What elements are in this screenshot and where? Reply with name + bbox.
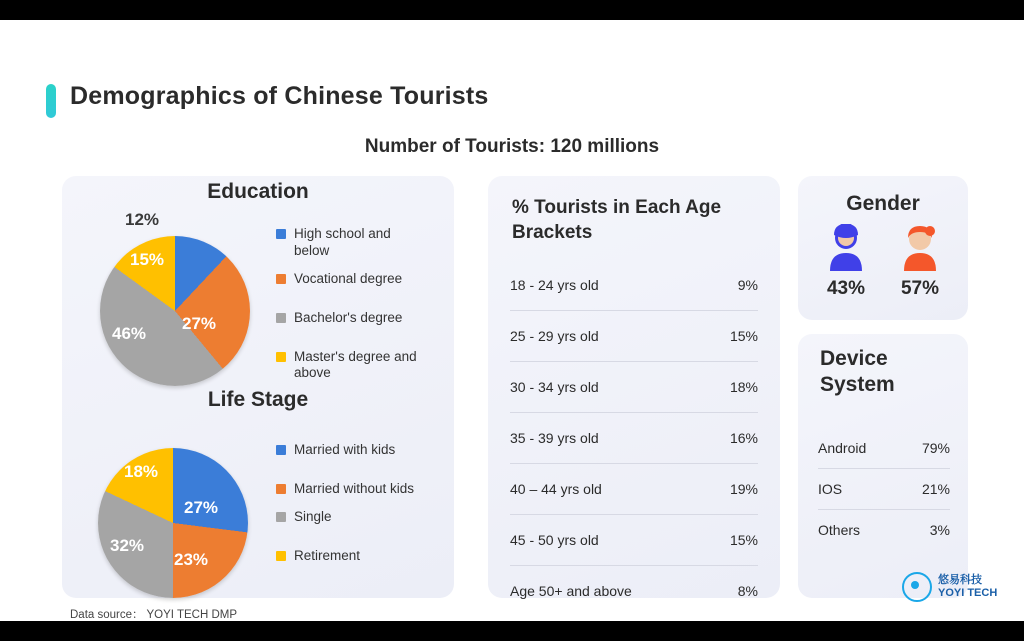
- legend-label: Bachelor's degree: [294, 309, 403, 325]
- table-row: [510, 260, 758, 311]
- accent-bar: [46, 84, 56, 118]
- life-stage-label-married-nokids: 23%: [174, 550, 209, 569]
- male-percentage: 43%: [826, 278, 866, 299]
- table-row: [818, 469, 950, 510]
- age-value: 8%: [737, 583, 758, 599]
- table-row: [510, 464, 758, 515]
- gender-percentages: [798, 278, 968, 300]
- education-pie-chart: [100, 210, 250, 386]
- legend-item: [276, 481, 414, 498]
- education-label-master: 15%: [130, 250, 165, 269]
- legend-item: [276, 310, 422, 327]
- life-stage-heading: Life Stage: [207, 388, 309, 411]
- life-stage-label-retirement: 18%: [124, 462, 159, 481]
- swatch-icon: [276, 512, 286, 522]
- logo-line-en: YOYI TECH: [938, 587, 998, 599]
- life-stage-legend: [276, 442, 414, 576]
- swatch-icon: [276, 274, 286, 284]
- swatch-icon: [276, 445, 286, 455]
- swatch-icon: [276, 352, 286, 362]
- data-source: Data source： YOYI TECH DMP: [70, 609, 238, 621]
- life-stage-pie: [98, 448, 248, 598]
- education-label-highschool: 12%: [125, 210, 160, 229]
- device-value: 79%: [921, 440, 950, 456]
- company-logo: [902, 572, 997, 602]
- age-label: 40 – 44 yrs old: [510, 481, 602, 497]
- life-stage-label-married-kids: 27%: [184, 498, 219, 517]
- female-percentage: 57%: [900, 278, 940, 299]
- age-label: 25 - 29 yrs old: [510, 328, 599, 344]
- education-label-vocational: 27%: [182, 314, 217, 333]
- legend-label: Married with kids: [294, 442, 396, 457]
- education-pie: [100, 236, 250, 386]
- table-row: [510, 515, 758, 566]
- page-subtitle: Number of Tourists: 120 millions: [364, 136, 660, 157]
- education-label-bachelor: 46%: [112, 324, 147, 343]
- age-label: 45 - 50 yrs old: [510, 532, 599, 548]
- device-label: Android: [818, 440, 867, 456]
- device-label: Others: [818, 522, 861, 538]
- legend-item: [276, 226, 422, 260]
- legend-label: Married without kids: [294, 480, 415, 496]
- age-label: 18 - 24 yrs old: [510, 277, 599, 293]
- education-heading: Education: [207, 180, 309, 203]
- table-row: [510, 362, 758, 413]
- legend-label: Retirement: [294, 547, 361, 563]
- logo-text: [938, 574, 997, 599]
- legend-item: [276, 349, 422, 383]
- life-stage-label-single: 32%: [110, 536, 145, 555]
- age-value: 18%: [729, 379, 758, 395]
- table-row: [818, 510, 950, 550]
- age-value: 16%: [729, 430, 758, 446]
- age-label: 30 - 34 yrs old: [510, 379, 599, 395]
- legend-label: Vocational degree: [294, 270, 403, 286]
- logo-line-cn: 悠易科技: [938, 574, 982, 587]
- device-heading: Device System: [820, 347, 895, 397]
- legend-label: Master's degree and above: [294, 348, 417, 381]
- device-label: IOS: [818, 481, 843, 497]
- table-row: [510, 566, 758, 616]
- swatch-icon: [276, 484, 286, 494]
- legend-item: [276, 271, 422, 288]
- swatch-icon: [276, 313, 286, 323]
- logo-circle-icon: [902, 572, 932, 602]
- table-row: [818, 428, 950, 469]
- table-row: [510, 311, 758, 362]
- life-stage-pie-chart: [98, 448, 248, 598]
- device-value: 3%: [929, 522, 950, 538]
- age-label: 35 - 39 yrs old: [510, 430, 599, 446]
- gender-icons: [798, 224, 968, 272]
- gender-heading: Gender: [846, 192, 920, 215]
- page-title: Demographics of Chinese Tourists: [70, 82, 489, 110]
- age-brackets-list: [510, 260, 758, 616]
- legend-label: Single: [294, 508, 332, 524]
- age-value: 15%: [729, 532, 758, 548]
- male-icon: [825, 224, 867, 272]
- age-value: 15%: [729, 328, 758, 344]
- legend-item: [276, 509, 414, 526]
- swatch-icon: [276, 551, 286, 561]
- legend-item: [276, 548, 414, 565]
- slide: [0, 20, 1024, 621]
- legend-label: High school and below: [294, 226, 391, 258]
- age-value: 19%: [729, 481, 758, 497]
- table-row: [510, 413, 758, 464]
- legend-item: [276, 442, 414, 459]
- age-label: Age 50+ and above: [510, 583, 632, 599]
- female-icon: [899, 224, 941, 272]
- device-value: 21%: [921, 481, 950, 497]
- education-legend: [276, 226, 422, 393]
- age-value: 9%: [737, 277, 758, 293]
- device-list: [818, 428, 950, 550]
- swatch-icon: [276, 229, 286, 239]
- age-brackets-title: % Tourists in Each Age Brackets: [512, 197, 722, 243]
